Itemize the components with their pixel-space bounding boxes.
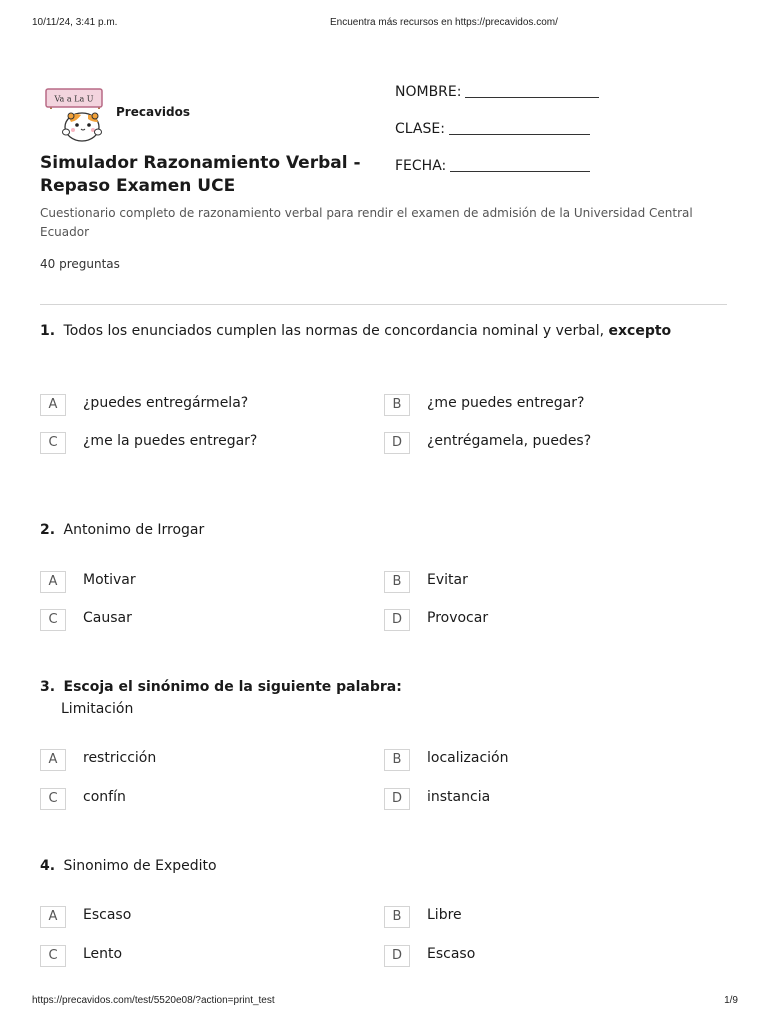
print-url: https://precavidos.com/test/5520e08/?action=print_test: [32, 995, 275, 1006]
option-letter: D: [384, 945, 410, 967]
option-text: confín: [83, 789, 126, 805]
question-number: 2.: [40, 522, 56, 538]
logo-sign-text: Va a La U: [54, 94, 94, 104]
option-text: ¿me la puedes entregar?: [83, 433, 258, 449]
option-letter: D: [384, 432, 410, 454]
option-letter: D: [384, 609, 410, 631]
question-prompt: Antonimo de Irrogar: [63, 522, 205, 538]
option-text: ¿me puedes entregar?: [427, 395, 585, 411]
question-2: [40, 519, 730, 541]
question-emphasis: excepto: [608, 323, 672, 339]
class-blank: [449, 120, 590, 135]
option-letter: B: [384, 749, 410, 771]
option-letter: A: [40, 394, 66, 416]
date-blank: [450, 157, 590, 172]
print-page-number: 1/9: [724, 995, 738, 1006]
date-field: [395, 157, 590, 174]
option-text: ¿entrégamela, puedes?: [427, 433, 592, 449]
question-prompt: Todos los enunciados cumplen las normas de concordancia nominal y verbal,: [63, 323, 605, 339]
option-letter: D: [384, 788, 410, 810]
option-text: ¿puedes entregármela?: [83, 395, 249, 411]
option-text: Escaso: [427, 946, 476, 962]
option-text: Evitar: [427, 572, 468, 588]
print-footer: [0, 995, 768, 1009]
brand-name: Precavidos: [116, 105, 190, 119]
name-field: [395, 83, 599, 100]
option-letter: B: [384, 571, 410, 593]
option-text: Motivar: [83, 572, 136, 588]
class-label: CLASE:: [395, 121, 445, 137]
option-letter: A: [40, 749, 66, 771]
question-3: [40, 676, 730, 720]
option-text: localización: [427, 750, 509, 766]
option-letter: C: [40, 788, 66, 810]
option-letter: C: [40, 609, 66, 631]
question-count: 40 preguntas: [40, 257, 120, 271]
question-text: [40, 855, 730, 877]
option-text: Libre: [427, 907, 462, 923]
option-letter: B: [384, 906, 410, 928]
cartoon-hamster-icon: [44, 85, 108, 143]
question-number: 1.: [40, 323, 56, 339]
option-letter: A: [40, 571, 66, 593]
page-title: Simulador Razonamiento Verbal - Repaso Examen UCE: [40, 153, 361, 196]
brand-logo: [44, 85, 108, 143]
question-text: [40, 519, 730, 541]
question-1: [40, 320, 730, 342]
question-number: 3.: [40, 679, 56, 695]
option-letter: B: [384, 394, 410, 416]
option-text: Provocar: [427, 610, 489, 626]
print-header: [0, 17, 768, 31]
option-text: Escaso: [83, 907, 132, 923]
option-text: Lento: [83, 946, 123, 962]
quiz-description: Cuestionario completo de razonamiento verbal para rendir el examen de admisión de la Universidad Central Ecuador: [40, 206, 693, 239]
divider: [40, 304, 727, 305]
option-letter: A: [40, 906, 66, 928]
option-text: Causar: [83, 610, 132, 626]
option-letter: C: [40, 945, 66, 967]
name-blank: [465, 83, 599, 98]
print-date: 10/11/24, 3:41 p.m.: [32, 17, 118, 28]
print-page-title: Encuentra más recursos en https://precavidos.com/: [330, 17, 558, 28]
class-field: [395, 120, 590, 137]
question-subtext: Limitación: [61, 701, 134, 717]
option-letter: C: [40, 432, 66, 454]
question-prompt: Sinonimo de Expedito: [63, 858, 217, 874]
question-text: [40, 676, 730, 698]
question-prompt: Escoja el sinónimo de la siguiente palabra:: [63, 679, 402, 695]
option-text: restricción: [83, 750, 157, 766]
question-4: [40, 855, 730, 877]
name-label: NOMBRE:: [395, 84, 462, 100]
date-label: FECHA:: [395, 158, 447, 174]
option-text: instancia: [427, 789, 491, 805]
question-text: [40, 320, 730, 342]
question-number: 4.: [40, 858, 56, 874]
